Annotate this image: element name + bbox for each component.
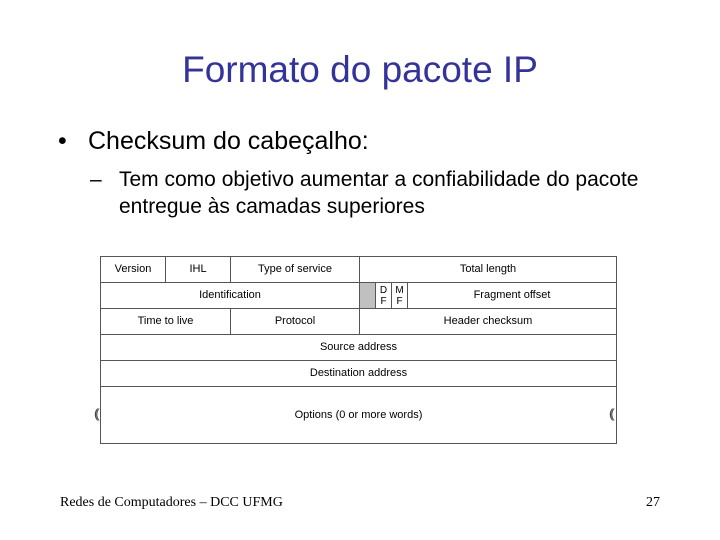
bullet-marker: •: [58, 127, 67, 155]
field-header-checksum: Header checksum: [359, 308, 617, 335]
ip-header-diagram: [94, 256, 617, 444]
field-df-flag: [375, 282, 392, 309]
left-break-mark: ((: [94, 406, 97, 421]
bullet-text: Checksum do cabeçalho:: [88, 127, 369, 155]
df-flag-letter-1: D: [379, 284, 388, 296]
field-identification: Identification: [100, 282, 360, 309]
field-type-of-service: Type of service: [230, 256, 360, 283]
mf-flag-letter-1: M: [395, 284, 404, 296]
field-reserved-bit: [359, 282, 376, 309]
sub-bullet-marker: –: [90, 168, 102, 191]
field-time-to-live: Time to live: [100, 308, 231, 335]
field-options: Options (0 or more words): [100, 386, 617, 444]
field-ihl: IHL: [165, 256, 231, 283]
slide-title: Formato do pacote IP: [182, 49, 538, 90]
field-source-address: Source address: [100, 334, 617, 361]
field-mf-flag: [391, 282, 408, 309]
field-fragment-offset: Fragment offset: [407, 282, 617, 309]
sub-bullet-text: Tem como objetivo aumentar a confiabilidade do pacote entregue às camadas superiores: [119, 168, 639, 218]
field-protocol: Protocol: [230, 308, 360, 335]
field-total-length: Total length: [359, 256, 617, 283]
df-flag-letter-2: F: [380, 295, 387, 307]
field-version: Version: [100, 256, 166, 283]
right-break-mark: ((: [609, 406, 612, 421]
field-destination-address: Destination address: [100, 360, 617, 387]
page-number: 27: [646, 495, 660, 510]
footer-course: Redes de Computadores – DCC UFMG: [60, 495, 283, 510]
mf-flag-letter-2: F: [396, 295, 403, 307]
